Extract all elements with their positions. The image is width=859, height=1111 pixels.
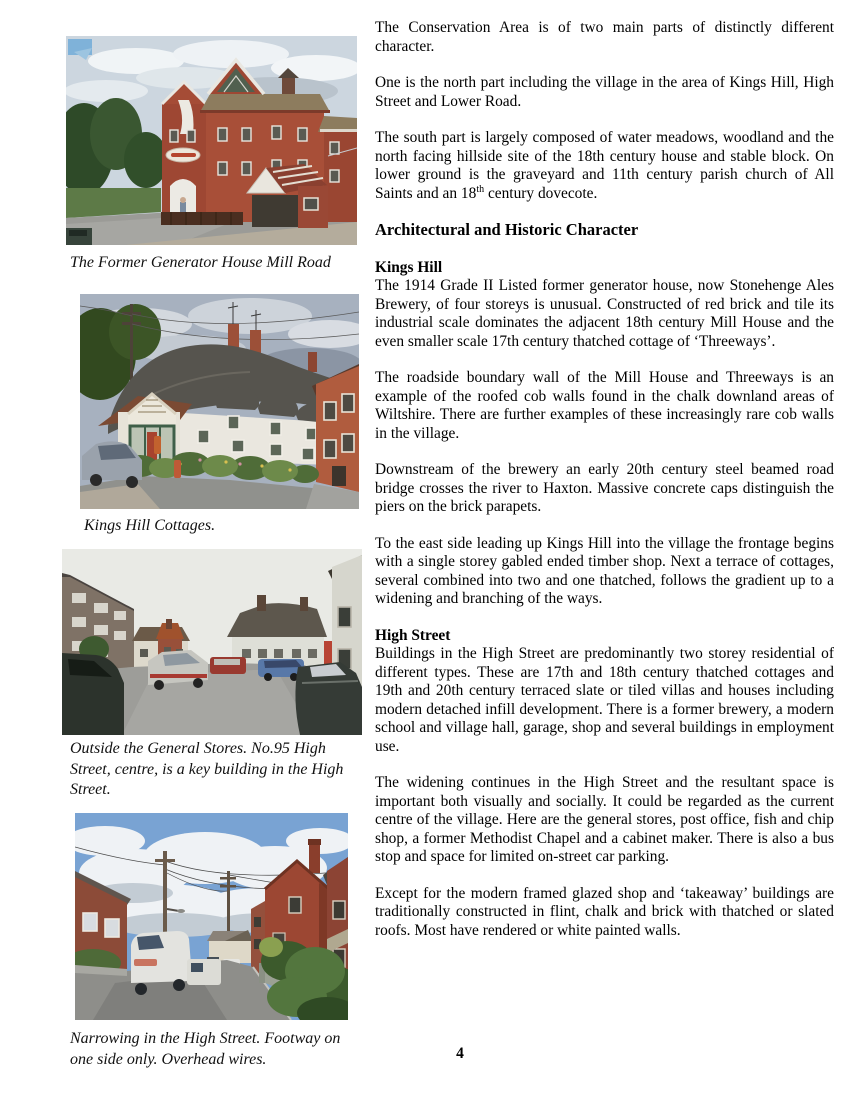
main-text-column — [375, 19, 834, 958]
kings-hill-paragraph-1: The 1914 Grade II Listed former generator house, now Stonehenge Ales Brewery, of four storeys is unusual. Constructed of red brick and tile its industrial scale dominates the adjacent 18th century Mill House and the even smaller scale 17th century thatched cottage of ‘Threeways’. — [375, 277, 834, 350]
subsection-heading-high-street: High Street — [375, 626, 451, 644]
high-street-paragraph-3: Except for the modern framed glazed shop and ‘takeaway’ buildings are traditionally constructed in flint, chalk and brick with thatched or slated roofs. Most have rendered or white painted walls. — [375, 884, 834, 939]
page-number: 4 — [456, 1045, 464, 1062]
kings-hill-paragraph-4: To the east side leading up Kings Hill into the village the frontage begins with a single storey gabled ended timber shop. Next a terrace of cottages, several combined into two and one thatched, follows the gradient up to a widening and branching of the ways. — [375, 534, 834, 607]
caption-high-street-narrowing: Narrowing in the High Street. Footway on one side only. Overhead wires. — [70, 1030, 341, 1068]
subsection-heading-kings-hill: Kings Hill — [375, 258, 443, 276]
caption-kings-hill-cottages: Kings Hill Cottages. — [84, 517, 216, 534]
high-street-narrowing-image — [75, 813, 348, 1020]
generator-house-image — [66, 36, 357, 245]
intro-paragraph-2: One is the north part including the village in the area of Kings Hill, High Street and Lower Road. — [375, 74, 834, 110]
high-street-paragraph-1: Buildings in the High Street are predominantly two storey residential of different types. These are 17th and 18th century thatched cottages and 19th and 20th century terraced slate or tiled villas and houses including modern detached infill development. There is a former brewery, a modern school and village hall, garage, shop and several buildings in employment use. — [375, 645, 834, 755]
intro-paragraph-1: The Conservation Area is of two main parts of distinctly different character. — [375, 19, 834, 55]
superscript-ordinal: th — [476, 183, 485, 195]
kings-hill-cottages-image — [80, 294, 359, 509]
kings-hill-paragraph-3: Downstream of the brewery an early 20th century steel beamed road bridge crosses the river to Haxton. Massive concrete caps distinguish the piers on the brick parapets. — [375, 461, 834, 515]
caption-general-stores: Outside the General Stores. No.95 High Street, centre, is a key building in the High Street. — [70, 740, 344, 798]
kings-hill-paragraph-2: The roadside boundary wall of the Mill House and Threeways is an example of the roofed cob walls found in the chalk downland areas of Wiltshire. There are further examples of these increasingly rare cob walls in the village. — [375, 369, 834, 442]
section-heading-architectural-character: Architectural and Historic Character — [375, 220, 639, 239]
caption-generator-house: The Former Generator House Mill Road — [70, 254, 331, 271]
intro-paragraph-3 — [375, 129, 834, 203]
photo-high-street-narrowing — [75, 813, 348, 1020]
photo-general-stores-street — [62, 549, 362, 735]
general-stores-image — [62, 549, 362, 735]
photo-generator-house — [66, 36, 357, 245]
high-street-paragraph-2: The widening continues in the High Street and the resultant space is important both visually and socially. It could be regarded as the current centre of the village. Here are the general stores, post office, fish and chip shop, a former Methodist Chapel and a cabinet maker. There is also a bus stop and space for limited on-street car parking. — [375, 774, 834, 865]
paragraph-text: century dovecote. — [484, 184, 598, 202]
paragraph-text: The south part is largely composed of water meadows, woodland and the north facing hillside site of the 18th century house and stable block. On lower ground is the graveyard and 11th century parish church of All Saints and an 18 — [375, 129, 834, 202]
photo-kings-hill-cottages — [80, 294, 359, 509]
